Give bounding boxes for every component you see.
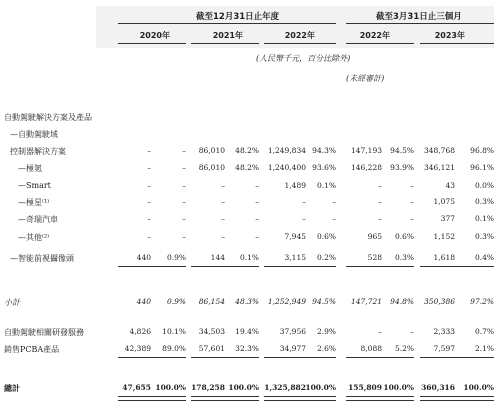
row-4-cell: – [410,181,414,190]
row-5-cell: 1,075 [433,197,455,206]
row-8-cell: 440 [136,253,151,262]
row-3-cell: 86,010 [198,163,225,172]
subtotal-rule [346,266,414,267]
row-2-cell: 86,010 [198,146,225,155]
group-rule-quarterly [346,23,494,24]
row-4-cell: – [182,181,186,190]
row2-0-cell: – [410,327,414,336]
row-6-cell: – [378,214,382,223]
subtotal-cell: 147,721 [350,297,382,306]
row2-1-cell: 89.0% [162,344,186,353]
row-4-cell: 0.1% [316,181,336,190]
total-cell: 100.0% [228,383,259,392]
total-top-rule [191,357,259,358]
row-5-cell: – [410,197,414,206]
subtotal-cell: 48.3% [235,297,259,306]
subtotal-cell: 97.2% [470,297,494,306]
row-2-cell: 94.3% [312,146,336,155]
row-6-cell: – [302,214,306,223]
row-3-cell: 146,228 [350,163,382,172]
row2-0-label: 自動駕駛相關研發服務 [4,328,84,337]
row2-1-cell: 32.3% [235,344,259,353]
subtotal-rule [191,266,259,267]
row-7-cell: – [147,232,151,241]
row-4-cell: – [378,181,382,190]
row-6-cell: – [332,214,336,223]
row-5-cell: 0.3% [474,197,494,206]
total-cell: 100.0% [155,383,186,392]
row-6-cell: 0.1% [474,214,494,223]
row-8-cell: 528 [367,253,382,262]
row-5-cell: – [255,197,259,206]
total-cell: 178,258 [191,383,225,392]
row2-0-cell: 34,503 [198,327,225,336]
row-2-cell: 48.2% [235,146,259,155]
row-7-cell: 965 [367,232,382,241]
total-top-rule [346,357,414,358]
unaudited-note: (未經審計) [346,74,385,83]
row-5-cell: – [332,197,336,206]
row-3-label: —極氪 [18,164,42,173]
row-2-cell: 1,249,834 [267,146,306,155]
row-6-cell: – [221,214,225,223]
row-2-cell: 147,193 [350,146,382,155]
subtotal-rule [420,266,494,267]
row2-0-cell: 2,333 [433,327,455,336]
year-rule-2023-q1 [420,43,494,44]
row2-0-cell: 0.7% [474,327,494,336]
row-3-cell: 1,240,400 [267,163,306,172]
row-8-cell: 0.1% [239,253,259,262]
row-3-cell: 346,121 [423,163,455,172]
row2-1-cell: 5.2% [394,344,414,353]
total-top-rule [264,357,336,358]
row-8-label: —智能前視攝像頭 [10,254,74,263]
row-8-cell: 0.4% [474,253,494,262]
year-rule-2020 [118,43,186,44]
row2-1-cell: 42,389 [124,344,151,353]
row2-0-cell: 19.4% [235,327,259,336]
row-2-label: 控制器解決方案 [10,147,66,156]
row-7-cell: – [221,232,225,241]
unit-note: (人民幣千元，百分比除外) [256,54,351,63]
row2-1-cell: 8,088 [360,344,382,353]
row-4-cell: 1,489 [284,181,306,190]
total-top-rule [420,357,494,358]
row2-1-cell: 7,597 [433,344,455,353]
row-4-cell: 0.0% [474,181,494,190]
group-rule-annual [118,23,336,24]
row-2-cell: 348,768 [423,146,455,155]
row2-1-cell: 2.6% [316,344,336,353]
row-7-cell: 0.6% [316,232,336,241]
year-header-2021: 2021年 [212,31,243,40]
row-7-cell: – [182,232,186,241]
row-4-label: —Smart [18,181,51,190]
subtotal-cell: 94.5% [312,297,336,306]
row-3-cell: 93.9% [390,163,414,172]
subtotal-label: 小計 [4,298,20,307]
row-3-cell: – [147,163,151,172]
row-7-cell: 0.3% [474,232,494,241]
row-5-cell: – [302,197,306,206]
year-rule-2022 [264,43,336,44]
row-8-cell: 0.9% [166,253,186,262]
row-2-cell: 94.5% [390,146,414,155]
row-2-cell: – [182,146,186,155]
row-6-cell: – [182,214,186,223]
row-8-cell: 1,618 [433,253,455,262]
row-3-cell: 93.6% [312,163,336,172]
total-top-rule [118,357,186,358]
row-0-label: 自動駕駛解決方案及產品 [4,113,92,122]
row-1-label: —自動駕駛域 [10,130,58,139]
total-cell: 100.0% [383,383,414,392]
year-rule-2021 [191,43,259,44]
row-2-cell: – [147,146,151,155]
row-5-label: —極星⁽¹⁾ [18,198,50,207]
subtotal-cell: 0.9% [166,297,186,306]
row2-0-cell: 10.1% [162,327,186,336]
row-5-cell: – [378,197,382,206]
row-6-label: —奇瑞汽車 [18,215,58,224]
row-5-cell: – [182,197,186,206]
row-3-cell: 96.1% [470,163,494,172]
row2-1-label: 銷售PCBA產品 [4,345,60,354]
row-8-cell: 0.3% [394,253,414,262]
total-label: 總計 [4,383,20,393]
row2-1-cell: 2.1% [474,344,494,353]
total-double-rule [420,396,494,401]
total-double-rule [118,396,186,401]
row2-0-cell: 37,956 [279,327,306,336]
total-double-rule [346,396,414,401]
row2-0-cell: – [378,327,382,336]
row-7-cell: 0.6% [394,232,414,241]
row-7-cell: – [255,232,259,241]
subtotal-cell: 1,252,949 [267,297,306,306]
total-double-rule [191,396,259,401]
total-cell: 100.0% [305,383,336,392]
row-5-cell: – [147,197,151,206]
year-header-2020: 2020年 [139,31,170,40]
year-rule-2022-q1 [346,43,414,44]
subtotal-cell: 86,154 [198,297,225,306]
group-header-annual: 截至12月31日止年度 [196,12,280,22]
row2-0-cell: 2.9% [316,327,336,336]
row-7-cell: 1,152 [433,232,455,241]
row-3-cell: – [182,163,186,172]
subtotal-rule [118,266,186,267]
total-cell: 100.0% [463,383,494,392]
row-4-cell: – [255,181,259,190]
subtotal-cell: 94.8% [390,297,414,306]
row2-0-cell: 4,826 [129,327,151,336]
row-4-cell: 43 [445,181,455,190]
subtotal-cell: 350,386 [423,297,455,306]
row-6-cell: – [410,214,414,223]
row-3-cell: 48.2% [235,163,259,172]
row-6-cell: – [255,214,259,223]
row-2-cell: 96.8% [470,146,494,155]
total-cell: 360,316 [421,383,455,392]
row-4-cell: – [147,181,151,190]
total-cell: 1,325,882 [264,383,306,392]
year-header-2022: 2022年 [284,31,315,40]
row-7-label: —其他⁽²⁾ [18,233,50,242]
row-6-cell: – [147,214,151,223]
total-double-rule [264,396,336,401]
row-4-cell: – [221,181,225,190]
group-header-quarterly: 截至3月31日止三個月 [376,12,462,22]
row2-1-cell: 57,601 [198,344,225,353]
subtotal-rule [264,266,336,267]
row-5-cell: – [221,197,225,206]
year-header-2022-q1: 2022年 [359,31,390,40]
row-8-cell: 144 [210,253,225,262]
row-8-cell: 0.2% [316,253,336,262]
total-cell: 155,809 [348,383,382,392]
row-6-cell: 377 [440,214,455,223]
subtotal-cell: 440 [136,297,151,306]
row2-1-cell: 34,977 [279,344,306,353]
year-header-2023-q1: 2023年 [434,31,465,40]
row-7-cell: 7,945 [284,232,306,241]
row-8-cell: 3,115 [284,253,306,262]
total-cell: 47,655 [122,383,151,392]
